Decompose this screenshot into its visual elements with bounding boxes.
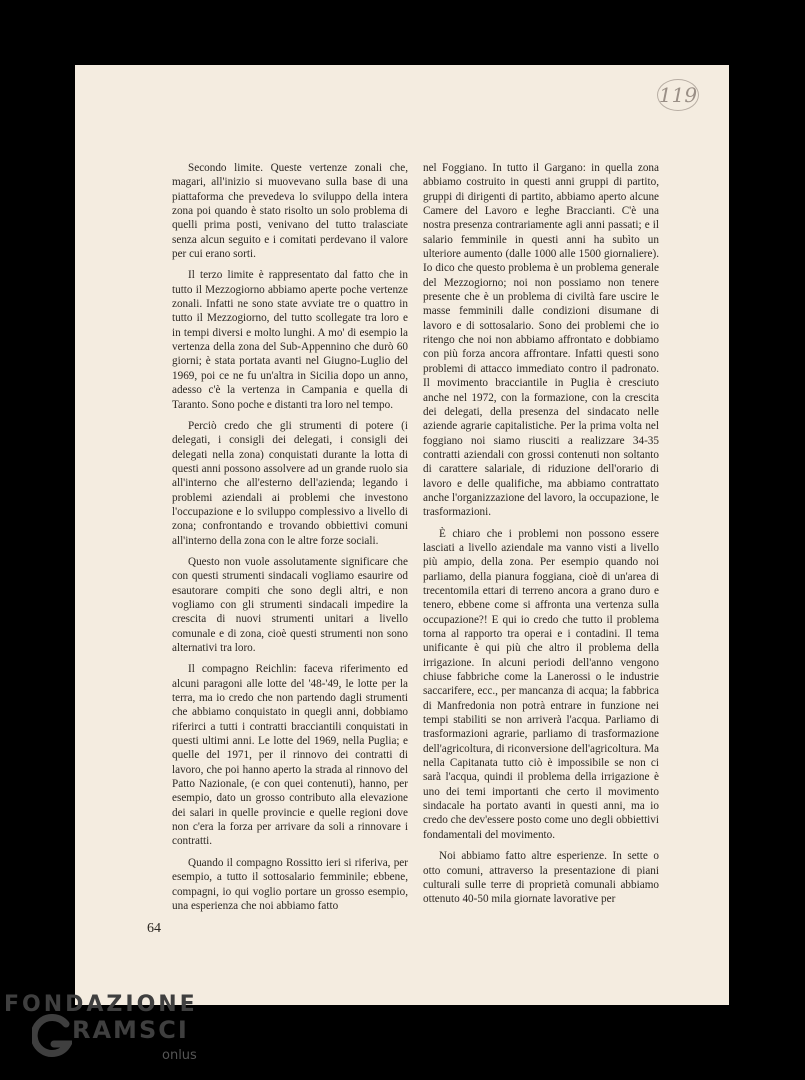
- logo-line-fondazione: FONDAZIONE: [4, 992, 198, 1017]
- stamp-ring: [657, 79, 699, 111]
- archive-number-stamp: [657, 79, 699, 111]
- paragraph: Perciò credo che gli strumenti di potere (i delegati, i consigli dei delegati, i consigli dei delegati nella zona) conquistati durante la lotta di questi anni possono assolvere ad un grande ruolo sia all'interno che all'esterno dell'azienda; legando i problemi aziendali ai problemi che investono l'occupazione e lo sviluppo complessivo a livello di zona; confrontando e trovando obbiettivi comuni all'interno della zona con le altre forze sociali.: [172, 419, 408, 547]
- paragraph: Il terzo limite è rappresentato dal fatto che in tutto il Mezzogiorno abbiamo aperte poche vertenze zonali. Infatti ne sono state avviate tre o quattro in tutto il Mezzogiorno, del tutto scollegate tra loro e in tempi diversi e molto lunghi. A mo' di esempio la vertenza della zona del Sub-Appennino che durò 60 giorni; è stata portata avanti nel Giugno-Luglio del 1969, poi ce ne fu un'altra in Sicilia dopo un anno, adesso c'è la vertenza in Campania e quella di Taranto. Sono poche e distanti tra loro nel tempo.: [172, 269, 408, 411]
- page-number: 64: [147, 921, 161, 936]
- paragraph: È chiaro che i problemi non possono essere lasciati a livello aziendale ma vanno visti a livello più ampio, della zona. Per esempio quando noi parliamo, della pianura foggiana, cioè di un'area di trecentomila ettari di terreno ancora a grano duro e tenero, ebbene come si affronta una vertenza sulla occupazione?! E qui io credo che tutto il problema torna al rapporto tra operai e i contadini. Il tema unificante è qui più che altro il problema della irrigazione. In alcuni periodi dell'anno vengono chiuse fabbriche come la Lanerossi o le industrie saccarifere, ecc., per mancanza di acqua; la fabbrica di Manfredonia non potrà entrare in funzione nei tempi stabiliti se non arriverà l'acqua. Parliamo di trasformazioni agrarie, parliamo di trasformazione dell'agricoltura, di riconversione dell'agricoltura. Ma nella Capitanata tutto ciò è impossibile se non ci sarà l'acqua, quindi il problema della irrigazione è uno dei temi importanti che certo il movimento sindacale ha portato avanti in questi anni, ma io credo che dev'essere posto come uno degli obbiettivi fondamentali del movimento.: [423, 527, 659, 841]
- paragraph: Noi abbiamo fatto altre esperienze. In sette o otto comuni, attraverso la presentazione di piani culturali sulle terre di proprietà comunali abbiamo ottenuto 40-50 mila giornate lavorative per: [423, 850, 659, 906]
- paragraph: nel Foggiano. In tutto il Gargano: in quella zona abbiamo costruito in questi anni gruppi di partito, gruppi di dirigenti di partito, abbiamo aperto alcune Camere del Lavoro e leghe Braccianti. C'è una nostra presenza contrariamente agli anni passati; e il salario femminile in questi anni ha subìto un ulteriore aumento (dalle 1000 alle 1500 giornaliere). Io dico che questo problema è un problema generale del Mezzogiorno; noi non possiamo non tenere presente che è un problema di civiltà fare uscire le masse femminili dalle condizioni disumane di lavoro e di sottosalario. Sono dei problemi che io ritengo che noi non abbiamo affrontato e dobbiamo con più forza ancora affrontare. Infatti questi sono problemi di attacco immediato contro il padronato. Il movimento bracciantile in Puglia è cresciuto anche nel 1972, con la formazione, con la crescita dei delegati, della presenza del sindacato nelle aziende agrarie capitalistiche. Per la prima volta nel foggiano noi siamo riusciti a realizzare 34-35 contratti aziendali con grossi contenuti non soltanto di carattere salariale, di riduzione dell'orario di lavoro e delle qualifiche, ma abbiamo contrattato anche l'organizzazione del lavoro, la occupazione, le trasformazioni.: [423, 162, 659, 519]
- right-column: [423, 161, 659, 914]
- paragraph: Secondo limite. Queste vertenze zonali che, magari, all'inizio si muovevano sulla base di una piattaforma che prevedeva lo sviluppo della intera zona poi quando è stato risolto un solo problema di quelli prima posti, venivano del tutto tralasciate senza alcun seguito e i comitati perdevano il valore per cui erano sorti.: [172, 162, 408, 261]
- logo-line-onlus: onlus: [162, 1048, 197, 1063]
- fondazione-gramsci-logo: [0, 990, 260, 1080]
- logo-g-mark-icon: [32, 1014, 72, 1062]
- document-page: [75, 65, 729, 1005]
- archive-number-text: 119: [658, 83, 698, 107]
- paragraph: Questo non vuole assolutamente significare che con questi strumenti sindacali vogliamo esaurire od esautorare compiti che sono degli altri, e non vogliamo con gli strumenti sindacali impedire la crescita di nuovi strumenti unitari a livello comunale e di zona, cioè questi strumenti non sono alternativi tra loro.: [172, 555, 408, 654]
- paragraph: Il compagno Reichlin: faceva riferimento ed alcuni paragoni alle lotte del '48-'49, le lotte per la terra, ma io credo che non partendo dagli strumenti che abbiamo conquistato in quegli anni, dobbiamo riferirci a tutti i contratti bracciantili conquistati in questi ultimi anni. Le lotte del 1969, nella Puglia; e quelle del 1971, per il rinnovo dei contratti di lavoro, che poi hanno aperto la strada al rinnovo del Patto Nazionale, (e con quei contenuti), hanno, per esempio, dato un grosso contributo alla elevazione dei salari in quelle provincie e quelle regioni dove non c'era la forza per arrivare da soli a rinnovare i contratti.: [172, 663, 408, 848]
- paragraph: Quando il compagno Rossitto ieri si riferiva, per esempio, a tutto il sottosalario femminile; ebbene, compagni, io qui voglio portare un grosso esempio, una esperienza che noi abbiamo fatto: [172, 856, 408, 912]
- logo-line-gramsci: RAMSCI: [72, 1016, 189, 1044]
- left-column: [172, 161, 408, 920]
